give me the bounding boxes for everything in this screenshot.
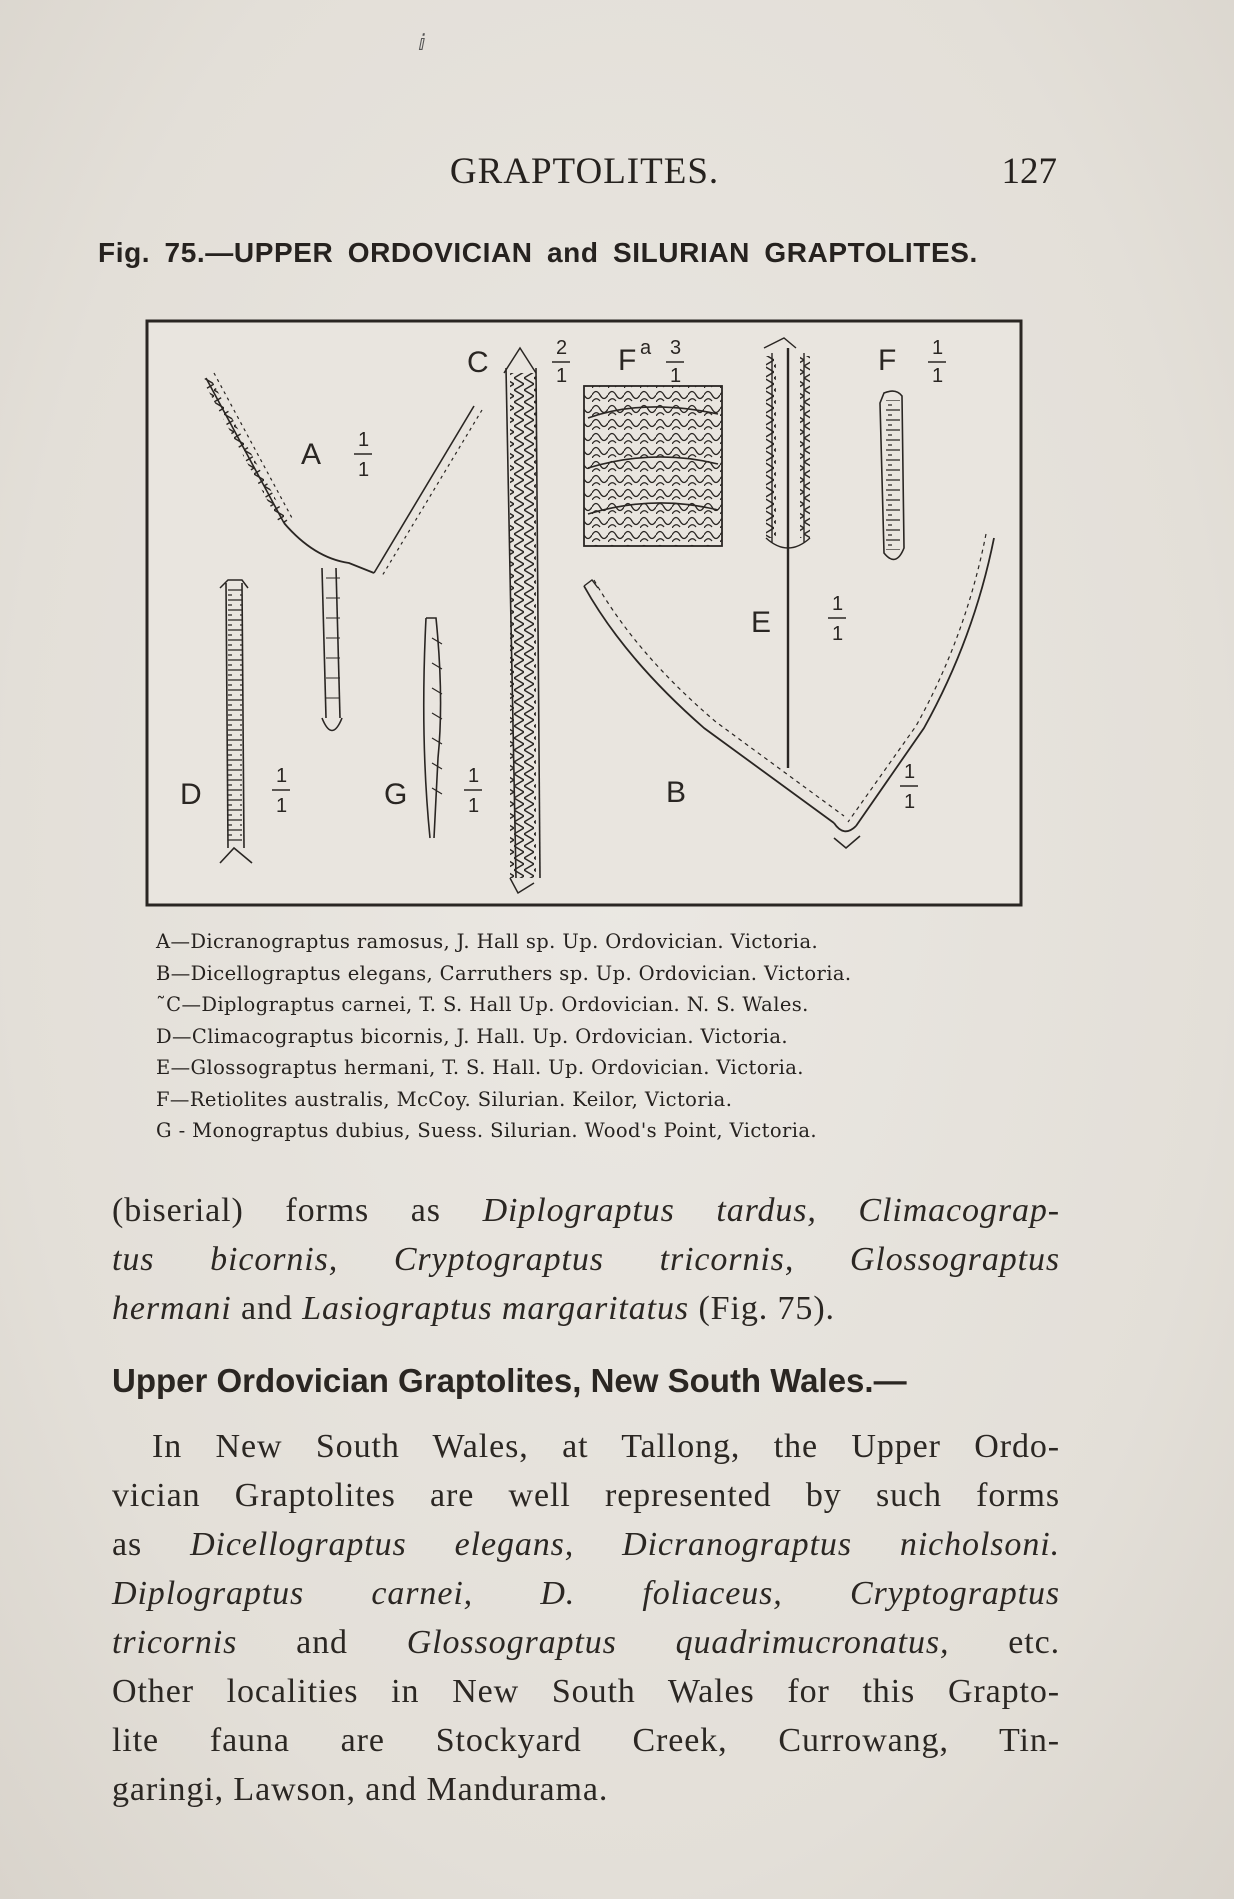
caption-e: E—Glossograptus hermani, T. S. Hall. Up. Ordovician. Victoria. [156,1056,804,1079]
scale-c-num: 2 [556,337,568,359]
figure-caption-list [156,926,1056,1147]
italic-run: tricornis [112,1624,238,1661]
scale-e-num: 1 [832,593,844,615]
running-title: GRAPTOLITES. [449,151,720,192]
figure-illustration [144,318,1024,908]
text-line: garingi, Lawson, and Mandurama. [112,1771,609,1808]
scale-f-right-den: 1 [932,365,944,387]
scale-f-left-den: 1 [670,365,682,387]
italic-run: Diplograptus carnei, D. foliaceus, Cryptograptus [112,1575,1060,1612]
text-line [112,1186,1060,1235]
italic-run: tus bicornis, Cryptograptus tricornis, Glossograptus [112,1241,1060,1278]
text-line: vician Graptolites are well represented by such forms [112,1477,1060,1514]
text-run: etc. [949,1624,1060,1661]
scale-e-den: 1 [832,623,844,645]
text-run: and [231,1290,303,1327]
label-d: D [180,778,202,811]
italic-run: Glossograptus quadrimucronatus, [406,1624,950,1661]
page-speck: ⅈ [418,30,426,55]
graptolite-plate-svg [144,318,1024,908]
text-line [112,1618,1060,1667]
label-g: G [384,778,408,811]
label-a: A [301,438,322,471]
text-run: (Fig. 75). [689,1290,835,1327]
text-line [112,1235,1060,1284]
scale-g-den: 1 [468,795,480,817]
text-line [112,1520,1060,1569]
caption-c: ˜C—Diplograptus carnei, T. S. Hall Up. Ordovician. N. S. Wales. [156,993,809,1016]
italic-run: hermani [112,1290,232,1327]
page-number: 127 [1001,151,1057,192]
text-line [112,1284,1060,1333]
scale-a-den: 1 [358,459,370,481]
running-head [112,150,1057,196]
label-e: E [751,606,772,639]
label-f-left-sup: a [640,337,652,359]
scale-g-num: 1 [468,765,480,787]
text-line [112,1569,1060,1618]
text-line: In New South Wales, at Tallong, the Upper Ordo- [152,1428,1060,1465]
caption-d: D—Climacograptus bicornis, J. Hall. Up. Ordovician. Victoria. [156,1024,789,1048]
scale-b-den: 1 [904,791,916,813]
text-run: (biserial) forms as [112,1192,483,1229]
text-line: Other localities in New South Wales for this Grapto- [112,1673,1060,1710]
label-f-left: F [618,344,637,377]
section-heading: Upper Ordovician Graptolites, New South Wales.— [112,1362,907,1399]
scale-a-num: 1 [358,429,370,451]
scale-b-num: 1 [904,761,916,783]
scale-c-den: 1 [556,365,568,387]
figure-title: Fig. 75.—UPPER ORDOVICIAN and SILURIAN GRAPTOLITES. [98,237,978,268]
label-f-right: F [878,344,897,377]
text-run: and [237,1624,407,1661]
text-run: as [112,1526,191,1563]
paragraph-biserial [112,1186,1060,1333]
italic-run: Dicellograptus elegans, Dicranograptus nicholsoni. [190,1526,1060,1563]
italic-run: Diplograptus tardus, Climacograp- [482,1192,1060,1229]
caption-a: A—Dicranograptus ramosus, J. Hall sp. Up. Ordovician. Victoria. [156,930,819,953]
caption-f: F—Retiolites australis, McCoy. Silurian. Keilor, Victoria. [156,1087,733,1111]
caption-g: G - Monograptus dubius, Suess. Silurian. Wood's Point, Victoria. [156,1119,818,1142]
scale-d-den: 1 [276,795,288,817]
scale-f-right-num: 1 [932,337,944,359]
italic-run: Lasiograptus margaritatus [302,1290,690,1327]
scale-f-left-num: 3 [670,337,682,359]
label-b: B [666,776,687,809]
text-line: lite fauna are Stockyard Creek, Currowang, Tin- [112,1722,1060,1759]
specimen-f-a [584,386,722,546]
label-c: C [467,346,489,379]
caption-b: B—Dicellograptus elegans, Carruthers sp. Up. Ordovician. Victoria. [156,961,852,985]
scale-d-num: 1 [276,765,288,787]
paragraph-new-south-wales [112,1422,1060,1814]
